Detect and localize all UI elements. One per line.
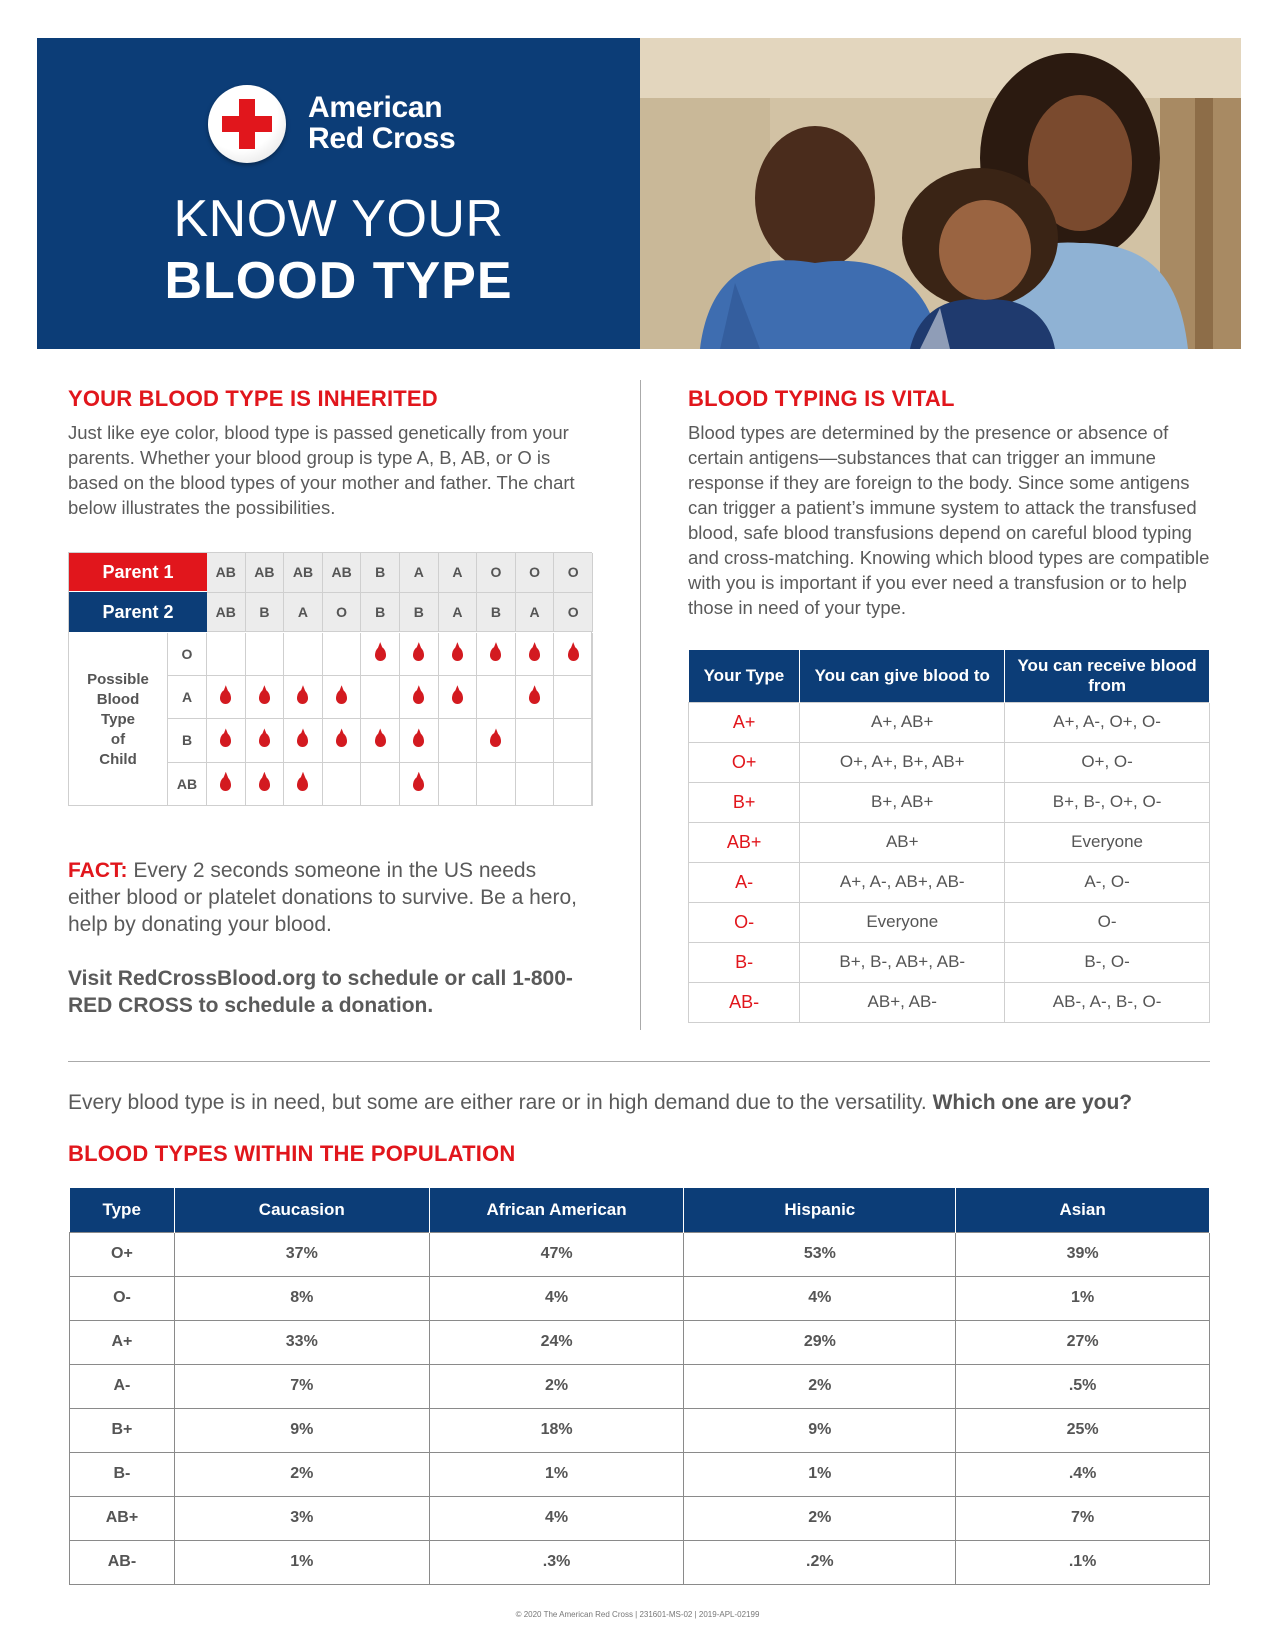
percentage-cell: 29% [684, 1320, 956, 1364]
population-table [69, 1188, 1210, 1585]
possibility-cell [284, 763, 323, 806]
give-to-cell: O+, A+, B+, AB+ [800, 742, 1005, 782]
parent2-type-cell: B [400, 593, 439, 633]
table-row [70, 1408, 1210, 1452]
possibility-cell [323, 633, 362, 676]
possibility-cell [439, 633, 478, 676]
header-banner [37, 38, 640, 349]
table-row [689, 702, 1210, 742]
possibility-cell [516, 676, 555, 719]
percentage-cell: 2% [684, 1496, 956, 1540]
parent2-type-cell: O [554, 593, 593, 633]
visit-cta: Visit RedCrossBlood.org to schedule or call 1-800-RED CROSS to schedule a donation. [68, 967, 573, 1017]
blood-drop-icon [375, 733, 386, 747]
blood-type-cell: O+ [689, 742, 800, 782]
side-label-word: Child [99, 750, 137, 768]
parent2-type-cell: A [284, 593, 323, 633]
percentage-cell: .4% [956, 1452, 1210, 1496]
percentage-cell: 2% [429, 1364, 684, 1408]
possibility-cell [246, 763, 285, 806]
possibility-cell [477, 633, 516, 676]
percentage-cell: 1% [174, 1540, 429, 1584]
percentage-cell: 9% [684, 1408, 956, 1452]
need-statement: Every blood type is in need, but some are either rare or in high demand due to the versatility. Which one are you? [68, 1091, 1133, 1114]
table-row [689, 862, 1210, 902]
inherited-heading: YOUR BLOOD TYPE IS INHERITED [68, 386, 438, 411]
blood-drop-icon [529, 647, 540, 661]
table-row [70, 1364, 1210, 1408]
possibility-cell [207, 633, 246, 676]
column-divider [640, 380, 641, 1030]
percentage-cell: 4% [429, 1496, 684, 1540]
possibility-cell [554, 676, 593, 719]
table-row [689, 942, 1210, 982]
inheritance-chart [68, 552, 592, 806]
percentage-cell: 7% [174, 1364, 429, 1408]
page-title-line2: BLOOD TYPE [164, 252, 513, 310]
percentage-cell: 1% [684, 1452, 956, 1496]
possibility-cell [554, 719, 593, 762]
blood-type-cell: AB- [689, 982, 800, 1022]
receive-from-cell: AB-, A-, B-, O- [1005, 982, 1210, 1022]
logo-wordmark: American Red Cross [308, 91, 456, 155]
blood-drop-icon [220, 690, 231, 704]
blood-drop-icon [297, 777, 308, 791]
blood-type-cell: AB- [70, 1540, 175, 1584]
possibility-cell [323, 719, 362, 762]
blood-type-cell: O- [689, 902, 800, 942]
blood-drop-icon [259, 690, 270, 704]
possibility-cell [477, 676, 516, 719]
possibility-cell [516, 719, 555, 762]
blood-drop-icon [297, 733, 308, 747]
vital-heading: BLOOD TYPING IS VITAL [688, 386, 955, 411]
possibility-cell [400, 719, 439, 762]
side-label-word: Possible [87, 670, 149, 688]
parent2-type-cell: AB [207, 593, 246, 633]
possibility-cell [477, 763, 516, 806]
parent1-type-cell: A [400, 553, 439, 593]
table-row [70, 1320, 1210, 1364]
receive-from-cell: O+, O- [1005, 742, 1210, 782]
parent2-label: Parent 2 [69, 592, 207, 632]
percentage-cell: .1% [956, 1540, 1210, 1584]
blood-type-cell: A+ [70, 1320, 175, 1364]
percentage-cell: .5% [956, 1364, 1210, 1408]
population-header-cell: African American [429, 1188, 684, 1232]
blood-drop-icon [413, 777, 424, 791]
receive-from-cell: A+, A-, O+, O- [1005, 702, 1210, 742]
percentage-cell: 25% [956, 1408, 1210, 1452]
section-divider [68, 1061, 1210, 1062]
possibility-cell [284, 633, 323, 676]
possibility-cell [439, 719, 478, 762]
possibility-cell [284, 676, 323, 719]
possibility-cell [207, 676, 246, 719]
parent2-type-cell: A [516, 593, 555, 633]
table-row [70, 1232, 1210, 1276]
blood-drop-icon [259, 733, 270, 747]
possibility-cell [400, 633, 439, 676]
table-row [689, 742, 1210, 782]
blood-drop-icon [297, 690, 308, 704]
percentage-cell: 4% [429, 1276, 684, 1320]
blood-drop-icon [413, 647, 424, 661]
percentage-cell: 53% [684, 1232, 956, 1276]
give-to-cell: AB+ [800, 822, 1005, 862]
parent2-type-cell: O [323, 593, 362, 633]
possibility-cell [361, 763, 400, 806]
percentage-cell: 33% [174, 1320, 429, 1364]
footer-copyright: © 2020 The American Red Cross | 231601-MS-02 | 2019-APL-02199 [515, 1610, 760, 1619]
blood-drop-icon [490, 733, 501, 747]
possibility-cell [207, 763, 246, 806]
blood-type-cell: O- [70, 1276, 175, 1320]
percentage-cell: 39% [956, 1232, 1210, 1276]
parent1-type-cell: AB [207, 553, 246, 593]
blood-type-cell: A+ [689, 702, 800, 742]
possibility-cell [361, 719, 400, 762]
compat-header-cell: You can give blood to [800, 650, 1005, 702]
blood-type-cell: B- [689, 942, 800, 982]
table-row [70, 1540, 1210, 1584]
table-row [689, 902, 1210, 942]
parent1-type-cell: A [439, 553, 478, 593]
give-to-cell: AB+, AB- [800, 982, 1005, 1022]
blood-type-cell: B+ [689, 782, 800, 822]
possibility-cell [361, 633, 400, 676]
child-type-label: B [168, 719, 207, 762]
parent1-type-cell: O [477, 553, 516, 593]
vital-body: Blood types are determined by the presence or absence of certain antigens—substances that can trigger an immune response if they are foreign to the body. Since some antigens can trigger a patient’s immune system to attack the transfused blood, safe blood transfusions depend on careful blood typing and cross-matching. Knowing which blood types are compatible with you is important if you ever need a transfusion or to help those in need of your type. [688, 422, 1210, 618]
blood-drop-icon [375, 647, 386, 661]
blood-drop-icon [529, 690, 540, 704]
blood-type-cell: O+ [70, 1232, 175, 1276]
percentage-cell: 7% [956, 1496, 1210, 1540]
receive-from-cell: Everyone [1005, 822, 1210, 862]
give-to-cell: A+, A-, AB+, AB- [800, 862, 1005, 902]
blood-drop-icon [259, 777, 270, 791]
percentage-cell: 1% [956, 1276, 1210, 1320]
blood-drop-icon [413, 690, 424, 704]
percentage-cell: 27% [956, 1320, 1210, 1364]
percentage-cell: 37% [174, 1232, 429, 1276]
possibility-cell [400, 676, 439, 719]
give-to-cell: A+, AB+ [800, 702, 1005, 742]
possibility-cell [361, 676, 400, 719]
parent2-type-cell: B [361, 593, 400, 633]
blood-type-cell: A- [689, 862, 800, 902]
family-photo [640, 38, 1241, 349]
possibility-cell [284, 719, 323, 762]
parent1-type-cell: O [516, 553, 555, 593]
blood-type-cell: B- [70, 1452, 175, 1496]
blood-type-cell: AB+ [70, 1496, 175, 1540]
receive-from-cell: A-, O- [1005, 862, 1210, 902]
parent2-type-cell: A [439, 593, 478, 633]
blood-drop-icon [413, 733, 424, 747]
blood-drop-icon [568, 647, 579, 661]
fact-paragraph: FACT: Every 2 seconds someone in the US needs either blood or platelet donations to survive. Be a hero, help by donating your blood. [68, 859, 577, 936]
parent1-type-cell: AB [284, 553, 323, 593]
blood-drop-icon [220, 777, 231, 791]
compatibility-table [688, 650, 1210, 1023]
possibility-cell [477, 719, 516, 762]
blood-drop-icon [220, 733, 231, 747]
blood-drop-icon [490, 647, 501, 661]
possibility-cell [246, 676, 285, 719]
percentage-cell: 1% [429, 1452, 684, 1496]
possibility-cell [323, 763, 362, 806]
possibility-cell [246, 633, 285, 676]
receive-from-cell: O- [1005, 902, 1210, 942]
parent1-type-cell: AB [246, 553, 285, 593]
child-type-label: A [168, 676, 207, 719]
page-title-line1: KNOW YOUR [173, 190, 504, 248]
possibility-cell [554, 763, 593, 806]
parent1-type-cell: B [361, 553, 400, 593]
percentage-cell: 4% [684, 1276, 956, 1320]
table-row [70, 1496, 1210, 1540]
blood-type-cell: B+ [70, 1408, 175, 1452]
receive-from-cell: B-, O- [1005, 942, 1210, 982]
percentage-cell: 2% [174, 1452, 429, 1496]
population-heading: BLOOD TYPES WITHIN THE POPULATION [68, 1141, 516, 1166]
percentage-cell: 8% [174, 1276, 429, 1320]
inherited-body: Just like eye color, blood type is passed genetically from your parents. Whether your blood group is type A, B, AB, or O is based on the blood types of your mother and father. The chart below illustrates the possibilities. [68, 422, 575, 518]
table-row [689, 782, 1210, 822]
table-row [689, 822, 1210, 862]
child-type-label: AB [168, 763, 207, 806]
percentage-cell: 47% [429, 1232, 684, 1276]
possibility-cell [516, 763, 555, 806]
population-header-cell: Type [70, 1188, 175, 1232]
population-header-cell: Hispanic [684, 1188, 956, 1232]
give-to-cell: B+, B-, AB+, AB- [800, 942, 1005, 982]
possibility-cell [400, 763, 439, 806]
give-to-cell: B+, AB+ [800, 782, 1005, 822]
side-label-word: Blood [96, 690, 140, 708]
receive-from-cell: B+, B-, O+, O- [1005, 782, 1210, 822]
blood-drop-icon [452, 647, 463, 661]
parent2-type-cell: B [246, 593, 285, 633]
parent2-type-cell: B [477, 593, 516, 633]
side-label-word: Type [101, 710, 135, 728]
parent1-type-cell: AB [323, 553, 362, 593]
table-row [689, 982, 1210, 1022]
possibility-cell [323, 676, 362, 719]
possibility-cell [246, 719, 285, 762]
blood-drop-icon [336, 690, 347, 704]
percentage-cell: 9% [174, 1408, 429, 1452]
table-row [70, 1276, 1210, 1320]
red-cross-logo [208, 85, 286, 163]
table-row [70, 1452, 1210, 1496]
child-type-label: O [168, 633, 207, 676]
compat-header-cell: You can receive blood from [1005, 650, 1210, 702]
blood-drop-icon [336, 733, 347, 747]
population-header-cell: Asian [956, 1188, 1210, 1232]
possibility-cell [439, 676, 478, 719]
percentage-cell: 3% [174, 1496, 429, 1540]
possibility-cell [439, 763, 478, 806]
possible-child-label [69, 633, 168, 806]
percentage-cell: .3% [429, 1540, 684, 1584]
compat-header-cell: Your Type [689, 650, 800, 702]
side-label-word: of [110, 730, 126, 748]
blood-type-cell: AB+ [689, 822, 800, 862]
population-header-cell: Caucasion [174, 1188, 429, 1232]
blood-type-cell: A- [70, 1364, 175, 1408]
percentage-cell: 18% [429, 1408, 684, 1452]
give-to-cell: Everyone [800, 902, 1005, 942]
possibility-cell [207, 719, 246, 762]
parent1-type-cell: O [554, 553, 593, 593]
blood-drop-icon [452, 690, 463, 704]
percentage-cell: .2% [684, 1540, 956, 1584]
possibility-cell [516, 633, 555, 676]
percentage-cell: 2% [684, 1364, 956, 1408]
possibility-cell [554, 633, 593, 676]
percentage-cell: 24% [429, 1320, 684, 1364]
parent1-label: Parent 1 [69, 553, 207, 592]
